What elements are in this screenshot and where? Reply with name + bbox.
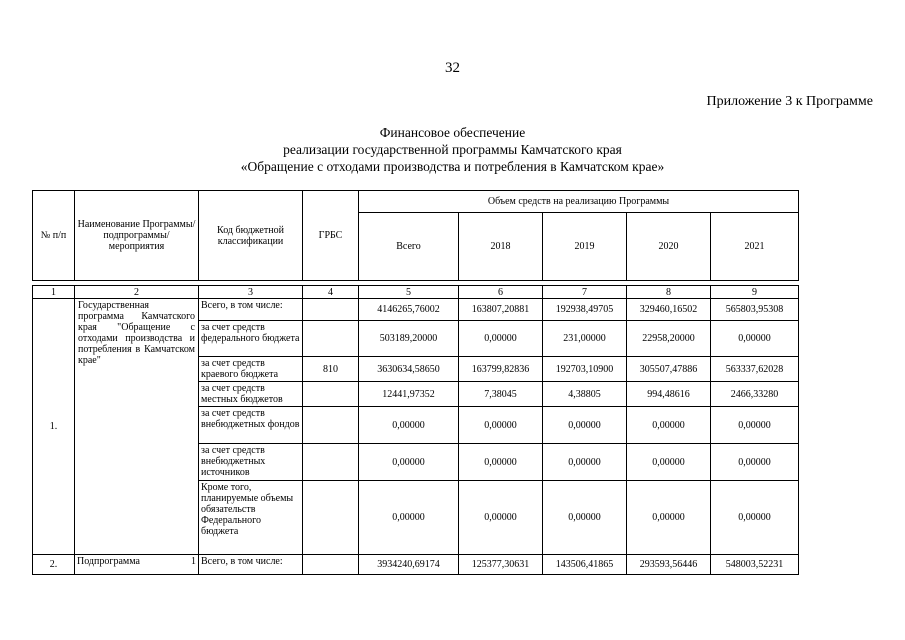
column-number: 6 bbox=[459, 286, 543, 299]
grbs-cell bbox=[303, 481, 359, 555]
header-year-2019: 2019 bbox=[543, 213, 627, 281]
value-2019: 0,00000 bbox=[543, 481, 627, 555]
value-2018: 0,00000 bbox=[459, 407, 543, 444]
grbs-cell bbox=[303, 444, 359, 481]
column-number: 9 bbox=[711, 286, 799, 299]
funding-source: за счет средств внебюджетных фондов bbox=[199, 407, 303, 444]
funding-source: Всего, в том числе: bbox=[199, 555, 303, 575]
value-2020: 329460,16502 bbox=[627, 299, 711, 321]
value-2020: 0,00000 bbox=[627, 481, 711, 555]
header-year-2020: 2020 bbox=[627, 213, 711, 281]
value-2019: 231,00000 bbox=[543, 321, 627, 357]
appendix-label: Приложение 3 к Программе bbox=[706, 94, 873, 109]
title-line-2: реализации государственной программы Камчатского края bbox=[283, 142, 622, 157]
value-2021: 563337,62028 bbox=[711, 357, 799, 382]
subprogram-name-label: Подпрограмма bbox=[77, 556, 140, 567]
grbs-cell bbox=[303, 407, 359, 444]
value-2021: 0,00000 bbox=[711, 444, 799, 481]
value-2018: 125377,30631 bbox=[459, 555, 543, 575]
value-2019: 143506,41865 bbox=[543, 555, 627, 575]
value-total: 0,00000 bbox=[359, 444, 459, 481]
subprogram-name bbox=[75, 555, 199, 575]
header-volume: Объем средств на реализацию Программы bbox=[359, 191, 799, 213]
value-2018: 163799,82836 bbox=[459, 357, 543, 382]
header-num: № п/п bbox=[33, 191, 75, 281]
column-number: 8 bbox=[627, 286, 711, 299]
value-2020: 293593,56446 bbox=[627, 555, 711, 575]
value-total: 0,00000 bbox=[359, 481, 459, 555]
value-2019: 0,00000 bbox=[543, 407, 627, 444]
funding-source: за счет средств краевого бюджета bbox=[199, 357, 303, 382]
value-2019: 4,38805 bbox=[543, 382, 627, 407]
financing-table bbox=[32, 190, 799, 575]
value-2021: 548003,52231 bbox=[711, 555, 799, 575]
program-name: Государственная программа Камчатского края "Обращение с отходами производства и потребления в Камчатском крае" bbox=[75, 299, 199, 555]
column-number: 4 bbox=[303, 286, 359, 299]
funding-source: за счет средств федерального бюджета bbox=[199, 321, 303, 357]
table-row bbox=[33, 555, 799, 575]
column-number: 1 bbox=[33, 286, 75, 299]
value-2018: 0,00000 bbox=[459, 321, 543, 357]
header-year-2018: 2018 bbox=[459, 213, 543, 281]
value-2020: 305507,47886 bbox=[627, 357, 711, 382]
value-2018: 0,00000 bbox=[459, 444, 543, 481]
page-number: 32 bbox=[445, 60, 460, 76]
column-number-row bbox=[33, 286, 799, 299]
grbs-cell bbox=[303, 555, 359, 575]
value-2021: 0,00000 bbox=[711, 407, 799, 444]
column-number: 5 bbox=[359, 286, 459, 299]
funding-source: за счет средств местных бюджетов bbox=[199, 382, 303, 407]
title-line-3: «Обращение с отходами производства и потребления в Камчатском крае» bbox=[240, 159, 665, 174]
value-2019: 192703,10900 bbox=[543, 357, 627, 382]
column-number: 2 bbox=[75, 286, 199, 299]
value-total: 3630634,58650 bbox=[359, 357, 459, 382]
funding-source: Всего, в том числе: bbox=[199, 299, 303, 321]
value-2019: 0,00000 bbox=[543, 444, 627, 481]
header-year-2021: 2021 bbox=[711, 213, 799, 281]
column-number: 7 bbox=[543, 286, 627, 299]
value-total: 3934240,69174 bbox=[359, 555, 459, 575]
value-2018: 163807,20881 bbox=[459, 299, 543, 321]
value-total: 12441,97352 bbox=[359, 382, 459, 407]
funding-source: за счет средств внебюджетных источников bbox=[199, 444, 303, 481]
subprogram-name-number: 1 bbox=[191, 556, 196, 567]
header-name: Наименование Программы/ подпрограммы/ мероприятия bbox=[75, 191, 199, 281]
program-number: 1. bbox=[33, 299, 75, 555]
document-title bbox=[0, 124, 905, 175]
grbs-cell bbox=[303, 382, 359, 407]
grbs-cell bbox=[303, 321, 359, 357]
value-2021: 2466,33280 bbox=[711, 382, 799, 407]
value-2021: 0,00000 bbox=[711, 321, 799, 357]
value-total: 0,00000 bbox=[359, 407, 459, 444]
value-2020: 22958,20000 bbox=[627, 321, 711, 357]
value-2020: 0,00000 bbox=[627, 444, 711, 481]
value-2019: 192938,49705 bbox=[543, 299, 627, 321]
header-grbs: ГРБС bbox=[303, 191, 359, 281]
value-total: 4146265,76002 bbox=[359, 299, 459, 321]
table-row bbox=[33, 299, 799, 321]
value-2018: 0,00000 bbox=[459, 481, 543, 555]
value-2020: 994,48616 bbox=[627, 382, 711, 407]
header-total: Всего bbox=[359, 213, 459, 281]
value-total: 503189,20000 bbox=[359, 321, 459, 357]
subprogram-number: 2. bbox=[33, 555, 75, 575]
value-2018: 7,38045 bbox=[459, 382, 543, 407]
title-line-1: Финансовое обеспечение bbox=[379, 125, 526, 140]
grbs-cell: 810 bbox=[303, 357, 359, 382]
funding-source: Кроме того, планируемые объемы обязательств Федерального бюджета bbox=[199, 481, 303, 555]
header-code: Код бюджетной классификации bbox=[199, 191, 303, 281]
value-2020: 0,00000 bbox=[627, 407, 711, 444]
value-2021: 0,00000 bbox=[711, 481, 799, 555]
column-number: 3 bbox=[199, 286, 303, 299]
grbs-cell bbox=[303, 299, 359, 321]
value-2021: 565803,95308 bbox=[711, 299, 799, 321]
